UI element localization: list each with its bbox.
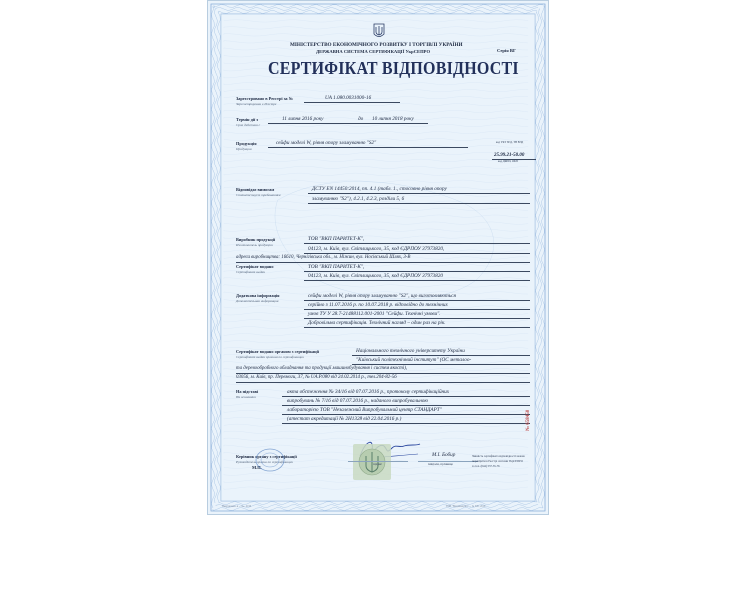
validity-sub: Срок действия с	[236, 123, 261, 127]
issued-to-line1: ТОВ "ВКП ПАРИТЕТ-К",	[308, 264, 365, 270]
cert-body-label: Сертифікат видано органом з сертифікації	[236, 349, 319, 354]
name-caption: ініціали, прізвище	[428, 462, 453, 466]
issued-to-label: Сертифікат видано	[236, 264, 274, 269]
basis-label: На підставі	[236, 389, 259, 394]
product-label: Продукція	[236, 141, 257, 146]
seal-place-mark: М.П.	[252, 465, 262, 470]
registration-number: UA 1.080.0031000-16	[325, 95, 372, 101]
issued-to-sub: Сертификат выдан	[236, 270, 266, 274]
seal-stamp-icon	[254, 447, 286, 473]
series-label: Серія ВГ	[497, 48, 516, 53]
manufacturer-line1: ТОВ "ВКП ПАРИТЕТ-К",	[308, 236, 365, 242]
additional-line1: сейфи моделі W, рівня опору зламуванню "S2", що виготовляються	[308, 293, 456, 299]
basis-line3: лабораторією ТОВ "Незалежний Випробувальний центр СТАНДАРТ"	[287, 407, 442, 413]
document-title: СЕРТИФІКАТ ВІДПОВІДНОСТІ	[268, 59, 519, 79]
registration-sub: Зарегистрирован в Реестре	[236, 102, 277, 106]
cert-body-line2: "Київський політехнічний інститут" (ОС металоо-	[356, 357, 472, 363]
serial-number: № 658450	[526, 409, 531, 431]
validity-from: 11 липня 2016 року	[282, 116, 324, 122]
ministry-name: МІНІСТЕРСТВО ЕКОНОМІЧНОГО РОЗВИТКУ І ТОРГІВЛІ УКРАЇНИ	[290, 42, 463, 48]
manufacturer-line3: адреса виробництва: 16610, Чернігівська обл., м. Ніжин, вул. Носівський Шлях, 3-В	[236, 255, 411, 260]
head-name: М.І. Бобир	[432, 452, 456, 458]
head-label: Керівник органу з сертифікації	[236, 454, 297, 459]
product-code: 25.99.21-50.00	[494, 153, 525, 158]
cert-body-sub: Сертификат выдан органом по сертификации	[236, 355, 304, 359]
product-value: сейфи моделі W, рівня опору зламуванню "S2"	[276, 140, 377, 146]
requirements-line1: ДСТУ EN 14450:2014, пп. 4.1 (табл. 1., стосовно рівня опору	[312, 186, 447, 192]
basis-line2: випробувань № 7/16 від 07.07.2016 р., наданого випробувальною	[287, 398, 429, 404]
trident-emblem-icon	[373, 23, 385, 39]
requirements-line2: зламуванню "S2"), 4.2.1, 4.2.3, розділи 5, 6	[312, 196, 405, 202]
footer-note-1: Чинність сертифіката відповідності можна	[472, 454, 525, 458]
registration-label: Зареєстровано в Реєстрі за №	[236, 96, 293, 101]
validity-to: 10 липня 2018 року	[372, 116, 414, 122]
product-sub: Продукция	[236, 147, 252, 151]
basis-line1: акта обстеження № 34/16 від 07.07.2016 р., протоколу сертифікаційних	[287, 389, 450, 395]
footer-note-3: за тел. (044) 537-35-76	[472, 464, 500, 468]
validity-to-word: до	[358, 116, 364, 122]
signature-caption: підпис	[373, 462, 383, 466]
cert-body-line1: Національного технічного університету України	[356, 348, 465, 354]
cert-body-line4: 03056, м. Київ, пр. Перемоги, 37, № UA.P.080 від 24.02.2014 р., тел.204-82-56	[236, 375, 397, 380]
additional-sub: Дополнительная информация	[236, 299, 279, 303]
issued-to-line2: 04123, м. Київ, вул. Світлицького, 35, код ЄДРПОУ 37973820	[308, 273, 443, 279]
additional-label: Додаткова інформація	[236, 293, 280, 298]
head-sub: Руководитель органа по сертификации	[236, 460, 293, 464]
basis-line4: (атестат акредитації № 2Н1328 від 22.04.2016 р.)	[287, 416, 402, 422]
manufacturer-label: Виробник продукції	[236, 237, 276, 242]
hologram-sticker	[353, 444, 391, 480]
basis-sub: На основании	[236, 395, 256, 399]
manufacturer-sub: Изготовитель продукции	[236, 243, 273, 247]
requirements-sub: Соответствует требованиям	[236, 193, 281, 197]
footer-note-2: перевірити в Реєстрі системи УкрСЕПРО	[472, 459, 523, 463]
product-code-sub: код ДКПП, ОКП	[498, 160, 518, 163]
manufacturer-line2: 04123, м. Київ, вул. Світлицького, 35, код ЄДРПОУ 37973820,	[308, 246, 445, 252]
validity-label: Термін дії з	[236, 117, 258, 122]
additional-line4: Добровільна сертифікація. Технічний нагляд – один раз на рік.	[308, 320, 446, 326]
additional-line3: умов ТУ У 28.7-21488112.001-2001 "Сейфи. Технічні умови".	[308, 311, 441, 317]
requirements-label: Відповідає вимогам	[236, 187, 275, 192]
printer-right: ТОВ "Видавництво" ... № 500, 2016	[446, 505, 486, 508]
certificate-document	[207, 0, 549, 515]
additional-line2: серійно з 11.07.2016 р. по 10.07.2018 р. відповідно до технічних	[308, 302, 448, 308]
system-name: ДЕРЖАВНА СИСТЕМА СЕРТИФІКАЦІЇ УкрСЕПРО	[316, 49, 431, 54]
printer-left: Надруковано в ... №.. 2016	[222, 505, 252, 508]
cert-body-line3: та деревообробного обладнання та продукції машинобудування і систем якості),	[236, 366, 408, 371]
product-code-label: код УКТ ЗЕД, ТН ВЭД	[496, 141, 524, 144]
